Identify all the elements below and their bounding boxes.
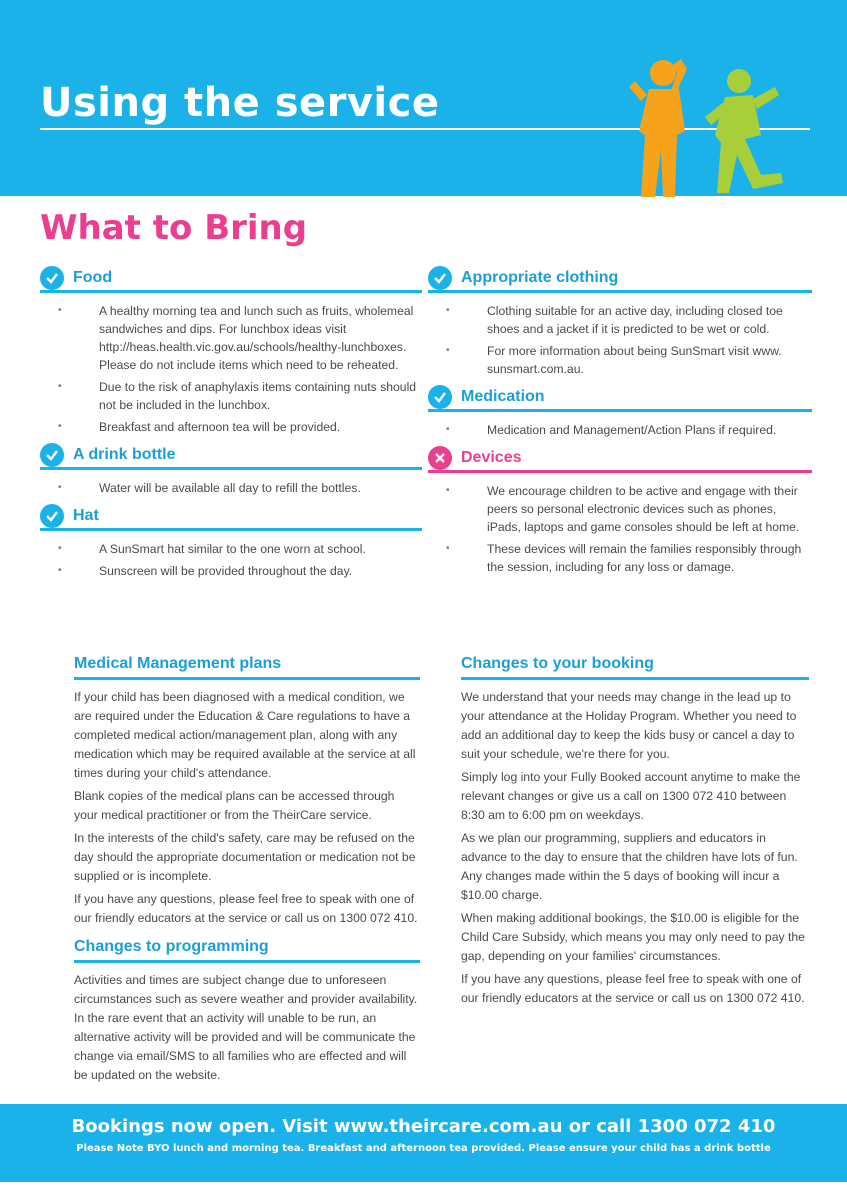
booking-heading: Changes to your booking bbox=[461, 655, 809, 680]
what-to-bring-right-column bbox=[428, 265, 812, 582]
item-hat bbox=[40, 503, 422, 580]
hat-list bbox=[58, 540, 422, 580]
list-item: • For more information about being SunSmart visit www. sunsmart.com.au. bbox=[446, 342, 812, 378]
footer-note: Please Note BYO lunch and morning tea. Breakfast and afternoon tea provided. Please ensure your child has a drink bottle bbox=[76, 1143, 771, 1154]
right-info-column bbox=[461, 655, 809, 1012]
children-silhouette-icon bbox=[625, 55, 785, 197]
list-item: • We encourage children to be active and engage with their peers so personal electronic devices such as phones, iPads, laptops and game consoles should be left at home. bbox=[446, 482, 812, 536]
footer-banner bbox=[0, 1104, 847, 1182]
item-devices bbox=[428, 445, 812, 576]
paragraph: Blank copies of the medical plans can be accessed through your medical practitioner or from the TheirCare service. bbox=[74, 789, 395, 822]
item-title-clothing: Appropriate clothing bbox=[461, 268, 619, 286]
list-item: • A healthy morning tea and lunch such as fruits, wholemeal sandwiches and dips. For lunchbox ideas visit http://heas.health.vic.gov.au/schools/healthy-lunchboxes. Please do not include items which need to be reheated. bbox=[58, 302, 422, 374]
paragraph: Simply log into your Fully Booked account anytime to make the relevant changes or give us a call on 1300 072 410 between 8:30 am to 6:00 pm on weekdays. bbox=[461, 770, 801, 822]
what-to-bring-heading: What to Bring bbox=[40, 208, 308, 248]
header-banner bbox=[0, 0, 847, 196]
clothing-list bbox=[446, 302, 812, 378]
programming-section bbox=[74, 938, 420, 1085]
check-icon bbox=[428, 266, 452, 290]
paragraph: When making additional bookings, the $10.00 is eligible for the Child Care Subsidy, which means you may only need to pay the gap, depending on your families' circumstances. bbox=[461, 911, 805, 963]
list-item: • Due to the risk of anaphylaxis items containing nuts should not be included in the lunchbox. bbox=[58, 378, 422, 414]
item-title-devices: Devices bbox=[461, 448, 522, 466]
item-title-hat: Hat bbox=[73, 506, 99, 524]
item-title-medication: Medication bbox=[461, 387, 545, 405]
check-icon bbox=[40, 504, 64, 528]
what-to-bring-left-column bbox=[40, 265, 422, 586]
page-title: Using the service bbox=[40, 80, 440, 126]
left-info-column bbox=[74, 655, 420, 1089]
check-icon bbox=[40, 443, 64, 467]
drink-bottle-list bbox=[58, 479, 422, 497]
item-clothing bbox=[428, 265, 812, 378]
item-title-drink-bottle: A drink bottle bbox=[73, 445, 176, 463]
paragraph: We understand that your needs may change in the lead up to your attendance at the Holiday Program. Whether you need to add an additional day to keep the kids busy or cancel a day to suit your schedule, we're there for you. bbox=[461, 690, 797, 761]
list-item: • A SunSmart hat similar to the one worn at school. bbox=[58, 540, 422, 558]
paragraph: As we plan our programming, suppliers and educators in advance to the day to ensure that the children have lots of fun. Any changes made within the 5 days of booking will incur a $10.00 charge. bbox=[461, 831, 798, 902]
check-icon bbox=[428, 385, 452, 409]
paragraph: If your child has been diagnosed with a medical condition, we are required under the Education & Care regulations to have a completed medical action/management plan, along with any medication which may be required available at the service at all times during your child's attendance. bbox=[74, 690, 416, 780]
medical-heading: Medical Management plans bbox=[74, 655, 420, 680]
item-title-food: Food bbox=[73, 268, 113, 286]
list-item: • Clothing suitable for an active day, including closed toe shoes and a jacket if it is predicted to be wet or cold. bbox=[446, 302, 812, 338]
cross-icon bbox=[428, 446, 452, 470]
food-list bbox=[58, 302, 422, 436]
booking-section bbox=[461, 655, 809, 1008]
item-food bbox=[40, 265, 422, 436]
programming-heading: Changes to programming bbox=[74, 938, 420, 963]
item-medication bbox=[428, 384, 812, 439]
medical-section bbox=[74, 655, 420, 928]
paragraph: If you have any questions, please feel free to speak with one of our friendly educators at the service or call us on 1300 072 410. bbox=[461, 972, 805, 1005]
paragraph: If you have any questions, please feel free to speak with one of our friendly educators at the service or call us on 1300 072 410. bbox=[74, 892, 418, 925]
item-drink-bottle bbox=[40, 442, 422, 497]
list-item: • Breakfast and afternoon tea will be provided. bbox=[58, 418, 422, 436]
check-icon bbox=[40, 266, 64, 290]
list-item: • These devices will remain the families responsibly through the session, including for any loss or damage. bbox=[446, 540, 812, 576]
paragraph: In the interests of the child's safety, care may be refused on the day should the appropriate documentation or medication not be supplied or is incomplete. bbox=[74, 831, 416, 883]
footer-booking-text: Bookings now open. Visit www.theircare.com.au or call 1300 072 410 bbox=[71, 1116, 776, 1137]
list-item: • Water will be available all day to refill the bottles. bbox=[58, 479, 422, 497]
devices-list bbox=[446, 482, 812, 576]
list-item: • Medication and Management/Action Plans if required. bbox=[446, 421, 812, 439]
paragraph: Activities and times are subject change due to unforeseen circumstances such as severe weather and provider availability. In the rare event that an activity will unable to be run, an alternative activity will be provided and will be communicate the change via email/SMS to all families who are effected and will be updated on the website. bbox=[74, 973, 418, 1082]
list-item: • Sunscreen will be provided throughout the day. bbox=[58, 562, 422, 580]
medication-list bbox=[446, 421, 812, 439]
